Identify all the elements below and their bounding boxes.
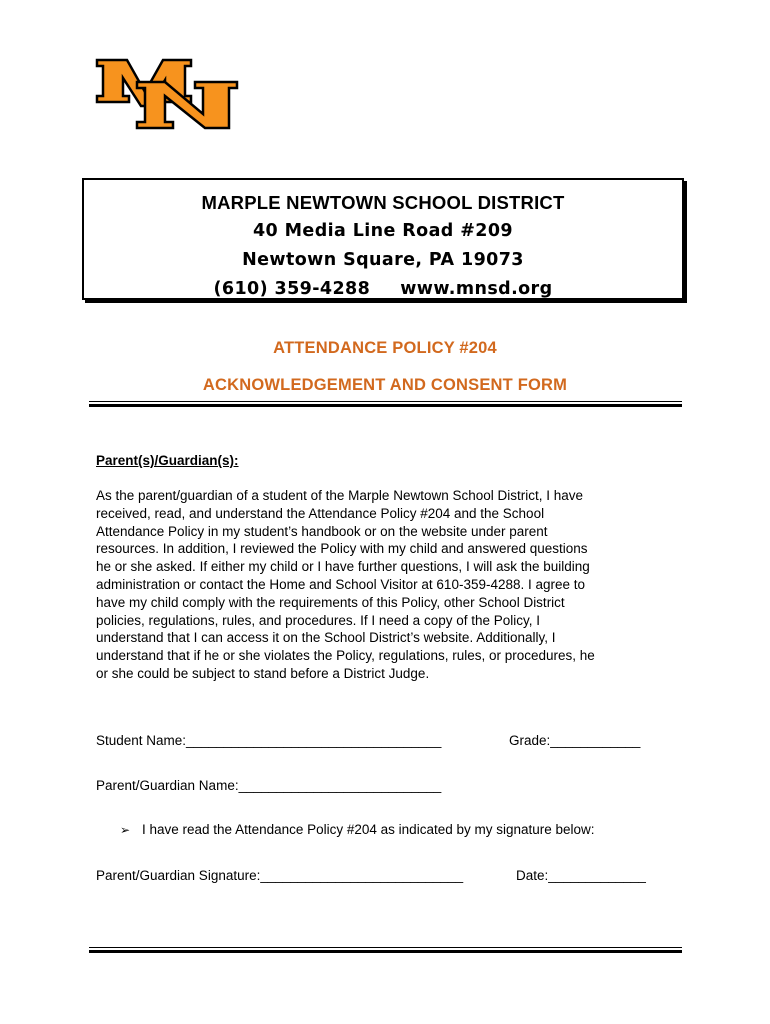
paragraph-line: or she could be subject to stand before a District Judge. — [96, 665, 430, 681]
parent-guardian-signature-field[interactable]: Parent/Guardian Signature:___________________________ — [96, 868, 464, 883]
paragraph-line: resources. In addition, I reviewed the Policy with my child and answered questions — [96, 541, 588, 557]
paragraph-line: Attendance Policy in my student’s handbook or on the website under parent — [96, 523, 548, 539]
logo-letter-n — [137, 82, 237, 128]
paragraph-line: As the parent/guardian of a student of the Marple Newtown School District, I have — [96, 488, 584, 503]
acknowledgement-text: I have read the Attendance Policy #204 as indicated by my signature below: — [142, 822, 595, 837]
paragraph-line: understand that if he or she violates the Policy, regulations, rules, or procedures, he — [96, 648, 595, 664]
district-phone: (610) 359-4288 — [213, 279, 371, 299]
consent-paragraph — [96, 487, 662, 683]
paragraph-line: have my child comply with the requirements of this Policy, other School District — [96, 594, 565, 610]
district-name: MARPLE NEWTOWN SCHOOL DISTRICT — [201, 192, 565, 213]
district-address-line1: 40 Media Line Road #209 — [252, 221, 514, 241]
acknowledgement-bullet — [120, 822, 595, 837]
arrow-bullet-icon: ➢ — [120, 823, 131, 837]
parent-guardian-name-field[interactable]: Parent/Guardian Name:___________________________ — [96, 778, 442, 793]
paragraph-line: policies, regulations, rules, and procedures. If I need a copy of the Policy, I — [96, 612, 540, 628]
paragraph-line: received, read, and understand the Attendance Policy #204 and the School — [96, 505, 545, 521]
district-header-box — [82, 178, 684, 300]
district-website: www.mnsd.org — [400, 279, 553, 299]
district-contact-row — [84, 275, 682, 304]
paragraph-line: administration or contact the Home and School Visitor at 610-359-4288. I agree to — [96, 576, 586, 592]
grade-field[interactable]: Grade:____________ — [509, 733, 641, 748]
form-title: ACKNOWLEDGEMENT AND CONSENT FORM — [202, 376, 568, 394]
policy-title: ATTENDANCE POLICY #204 — [273, 339, 497, 357]
district-address-line2: Newtown Square, PA 19073 — [242, 250, 524, 270]
paragraph-line: he or she asked. If either my child or I have further questions, I will ask the building — [96, 559, 590, 575]
district-logo — [93, 52, 241, 132]
paragraph-line: understand that I can access it on the School District’s website. Additionally, I — [96, 630, 556, 646]
section-label: Parent(s)/Guardian(s): — [96, 453, 239, 468]
date-field[interactable]: Date:_____________ — [516, 868, 646, 883]
title-divider — [89, 401, 682, 407]
footer-divider — [89, 947, 682, 953]
student-name-field[interactable]: Student Name:__________________________________ — [96, 733, 442, 748]
